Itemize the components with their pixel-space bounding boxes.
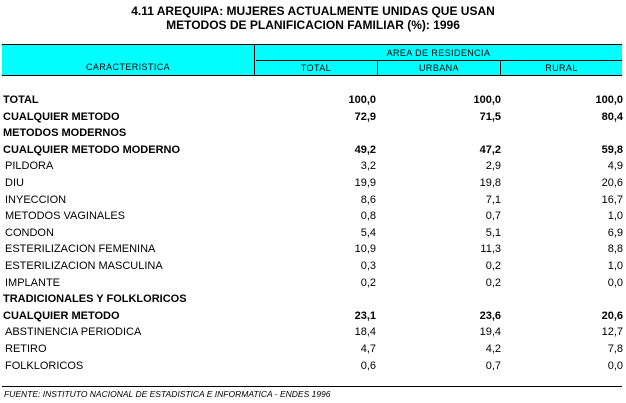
value-urbana: 11,3 xyxy=(480,243,501,255)
value-urbana: 5,1 xyxy=(485,227,501,239)
value-rural: 100,0 xyxy=(595,94,623,106)
table-row xyxy=(0,341,626,357)
table-row xyxy=(0,258,626,274)
row-label: TOTAL xyxy=(3,94,39,106)
value-total: 0,3 xyxy=(360,260,376,272)
value-total: 0,6 xyxy=(360,360,376,372)
value-total: 4,7 xyxy=(360,343,376,355)
value-rural: 0,0 xyxy=(607,277,623,289)
value-rural: 12,7 xyxy=(601,326,623,338)
value-urbana: 71,5 xyxy=(479,111,501,123)
row-label: PILDORA xyxy=(5,160,54,172)
source-note: FUENTE: INSTITUTO NACIONAL DE ESTADISTICA E INFORMATICA - ENDES 1996 xyxy=(4,389,331,399)
header-divider xyxy=(256,60,622,61)
value-urbana: 19,8 xyxy=(479,177,501,189)
footer-rule xyxy=(2,386,622,387)
row-label: FOLKLORICOS xyxy=(5,360,84,372)
header-characteristic: CARACTERISTICA xyxy=(85,62,171,72)
value-total: 100,0 xyxy=(348,94,376,106)
value-total: 23,1 xyxy=(354,310,376,322)
value-total: 49,2 xyxy=(354,144,376,156)
row-label: CUALQUIER METODO MODERNO xyxy=(3,144,181,156)
table-row xyxy=(0,142,626,158)
row-label: METODOS MODERNOS xyxy=(3,127,127,139)
row-label: ESTERILIZACION FEMENINA xyxy=(5,243,156,255)
value-total: 5,4 xyxy=(360,227,376,239)
table-row xyxy=(0,275,626,291)
row-label: DIU xyxy=(5,177,24,189)
table-row xyxy=(0,308,626,324)
value-total: 0,8 xyxy=(360,210,376,222)
header-area-residencia: AREA DE RESIDENCIA xyxy=(386,48,491,58)
row-label: IMPLANTE xyxy=(5,277,61,289)
table-title-line-2: METODOS DE PLANIFICACION FAMILIAR (%): 1996 xyxy=(166,18,460,32)
row-label: CUALQUIER METODO xyxy=(3,111,120,123)
value-rural: 20,6 xyxy=(601,310,623,322)
value-total: 19,9 xyxy=(354,177,376,189)
row-label: METODOS VAGINALES xyxy=(5,210,126,222)
value-rural: 0,0 xyxy=(607,360,623,372)
row-label: ESTERILIZACION MASCULINA xyxy=(5,260,163,272)
table-title-line-1: 4.11 AREQUIPA: MUJERES ACTUALMENTE UNIDAS QUE USAN xyxy=(131,4,495,18)
value-urbana: 0,7 xyxy=(485,360,501,372)
value-rural: 4,9 xyxy=(607,160,623,172)
value-total: 3,2 xyxy=(360,160,376,172)
table-row xyxy=(0,358,626,374)
table-row xyxy=(0,92,626,108)
value-rural: 80,4 xyxy=(601,111,623,123)
row-label: RETIRO xyxy=(5,343,47,355)
value-total: 0,2 xyxy=(360,277,376,289)
row-label: CONDON xyxy=(5,227,54,239)
table-row xyxy=(0,291,626,307)
table-header xyxy=(2,44,622,76)
value-rural: 7,8 xyxy=(607,343,623,355)
value-urbana: 19,4 xyxy=(479,326,501,338)
value-urbana: 23,6 xyxy=(479,310,501,322)
header-col-total: TOTAL xyxy=(300,63,332,73)
value-urbana: 4,2 xyxy=(485,343,501,355)
value-urbana: 7,1 xyxy=(485,194,501,206)
table-row xyxy=(0,192,626,208)
value-total: 18,4 xyxy=(354,326,376,338)
table-row xyxy=(0,208,626,224)
row-label: INYECCION xyxy=(5,194,67,206)
value-urbana: 100,0 xyxy=(473,94,501,106)
value-total: 72,9 xyxy=(354,111,376,123)
value-total: 8,6 xyxy=(360,194,376,206)
value-urbana: 2,9 xyxy=(485,160,501,172)
table-row xyxy=(0,225,626,241)
value-rural: 1,0 xyxy=(607,260,623,272)
table-row xyxy=(0,241,626,257)
value-urbana: 0,7 xyxy=(485,210,501,222)
table-row xyxy=(0,324,626,340)
table-row xyxy=(0,158,626,174)
value-rural: 8,8 xyxy=(607,243,623,255)
value-urbana: 47,2 xyxy=(479,144,501,156)
row-label: ABSTINENCIA PERIODICA xyxy=(5,326,142,338)
table-row xyxy=(0,175,626,191)
row-label: TRADICIONALES Y FOLKLORICOS xyxy=(3,293,187,305)
value-rural: 16,7 xyxy=(601,194,623,206)
table-row xyxy=(0,109,626,125)
value-urbana: 0,2 xyxy=(485,277,501,289)
value-rural: 59,8 xyxy=(601,144,623,156)
value-total: 10,9 xyxy=(354,243,376,255)
value-rural: 6,9 xyxy=(607,227,623,239)
row-label: CUALQUIER METODO xyxy=(3,310,120,322)
table-row xyxy=(0,125,626,141)
value-rural: 1,0 xyxy=(607,210,623,222)
value-urbana: 0,2 xyxy=(485,260,501,272)
header-col-rural: RURAL xyxy=(545,63,578,73)
header-col-urbana: URBANA xyxy=(419,63,459,73)
value-rural: 20,6 xyxy=(601,177,623,189)
